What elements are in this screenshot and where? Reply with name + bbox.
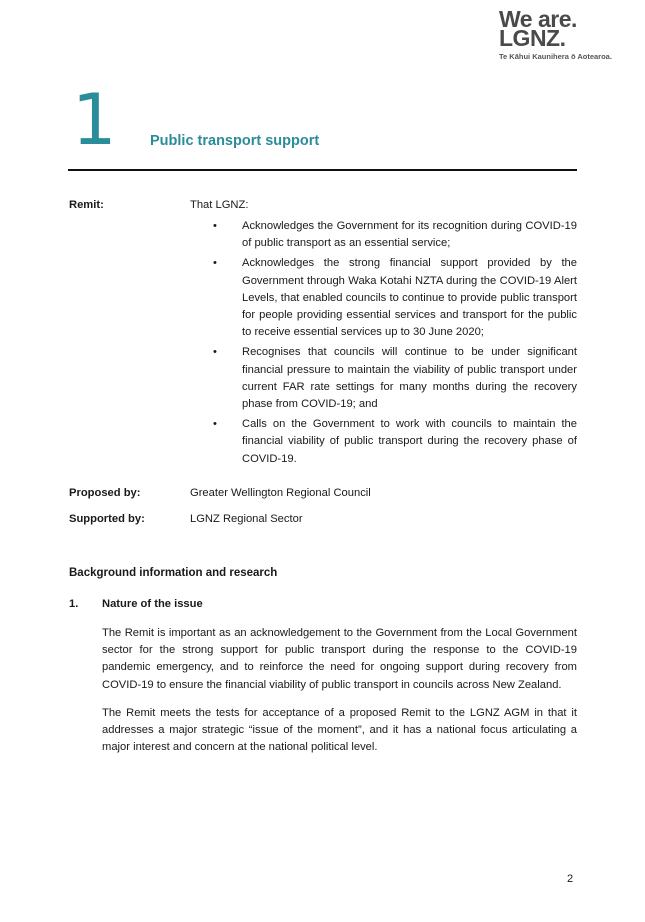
proposed-by-label: Proposed by: — [69, 487, 141, 499]
background-heading: Background information and research — [69, 567, 278, 579]
logo-tagline: Te Kāhui Kaunihera ō Aotearoa. — [499, 52, 612, 61]
remit-label: Remit: — [69, 199, 104, 211]
paragraph: The Remit is important as an acknowledgement to the Government from the Local Government sector for the strong support for public transport during the response to the COVID-19 pandemic emergency, and to reinforce the need for ongoing support during recovery from COVID-19 to ensure the financial viability of public transport in councils across New Zealand. — [102, 627, 577, 691]
remit-number: 1 — [72, 79, 117, 161]
logo-line-1: We are. — [499, 6, 577, 32]
bullet-text: Acknowledges the strong financial support provided by the Government through Waka Kotahi NZTA during the COVID-19 Alert Levels, that enabled councils to continue to provide public transport for people providing essential services and transport for the public to receive essential services up to 30 June 2020; — [242, 257, 577, 339]
page-number: 2 — [567, 873, 574, 885]
section-title: Nature of the issue — [102, 598, 203, 610]
page-title: Public transport support — [150, 133, 320, 149]
list-item — [190, 255, 577, 341]
remit-intro: That LGNZ: — [190, 199, 249, 211]
supported-by-label: Supported by: — [69, 513, 145, 525]
section-number: 1. — [69, 598, 79, 610]
supported-by-value: LGNZ Regional Sector — [190, 513, 303, 525]
bullet-icon: • — [213, 257, 217, 270]
list-item — [190, 416, 577, 468]
heading-divider — [68, 169, 577, 171]
bullet-text: Acknowledges the Government for its recognition during COVID-19 of public transport as an essential service; — [242, 220, 577, 250]
bullet-text: Calls on the Government to work with councils to maintain the financial viability of public transport during the recovery phase of COVID-19. — [242, 418, 577, 465]
bullet-text: Recognises that councils will continue to be under significant financial pressure to maintain the viability of public transport under current FAR rate settings for many months during the recovery phase from COVID-19; and — [242, 346, 577, 411]
list-item — [190, 218, 577, 252]
bullet-icon: • — [213, 220, 217, 232]
paragraph: The Remit meets the tests for acceptance of a proposed Remit to the LGNZ AGM in that it addresses a major strategic “issue of the moment”, and it has a national focus articulating a major interest and concern at the national political level. — [102, 707, 577, 754]
logo-line-2: LGNZ. — [499, 25, 566, 51]
list-item — [190, 344, 577, 413]
lgnz-logo — [499, 6, 629, 62]
proposed-by-value: Greater Wellington Regional Council — [190, 487, 371, 499]
bullet-icon: • — [213, 346, 217, 359]
remit-bullet-list — [190, 218, 577, 471]
bullet-icon: • — [213, 418, 217, 431]
